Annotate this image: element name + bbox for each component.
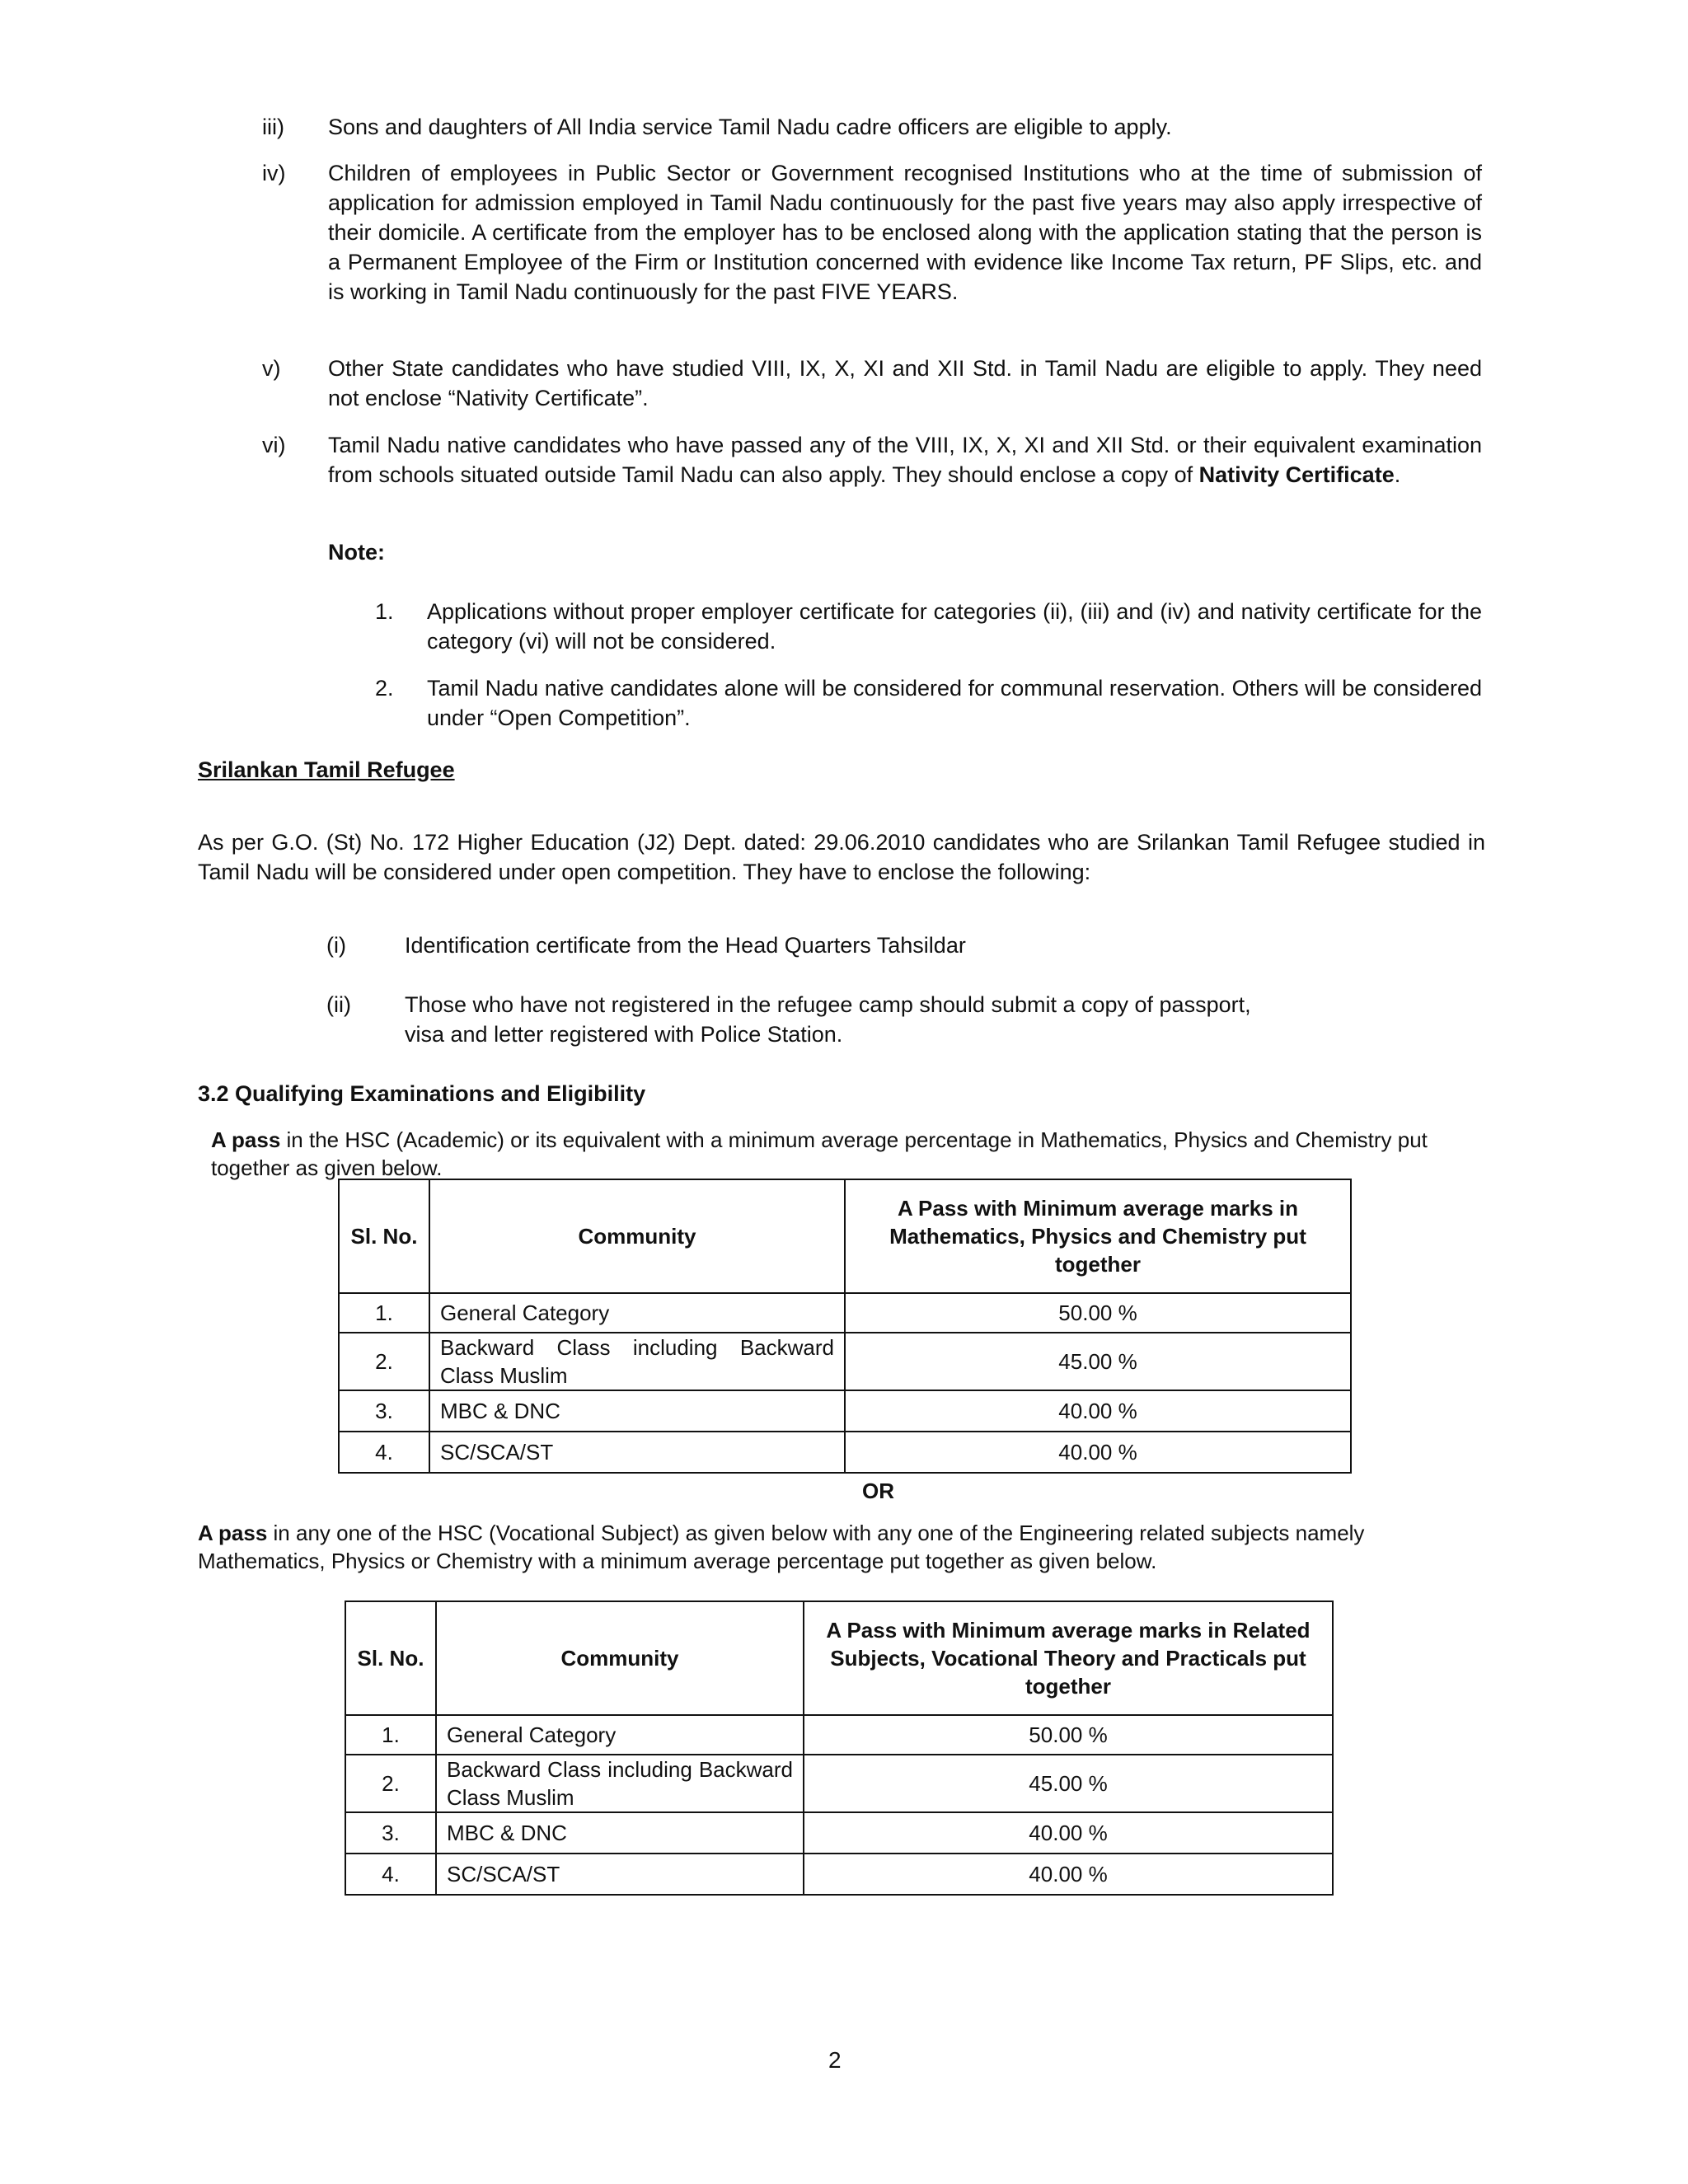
note-item-number: 2. [375,676,394,701]
note-heading: Note: [328,540,385,565]
column-header-community: Community [436,1601,804,1715]
table-academic [338,1179,1352,1474]
list-item-number: iv) [262,161,286,185]
table-header-row [345,1601,1333,1715]
nativity-certificate-emphasis: Nativity Certificate [1198,462,1395,487]
column-header-sl-no: Sl. No. [345,1601,436,1715]
table-row: 3. MBC & DNC 40.00 % [345,1812,1333,1854]
list-item-text: Those who have not registered in the refugee camp should submit a copy of passport, visa and letter registered with Police Station. [405,992,1251,1047]
table-row: 4. SC/SCA/ST 40.00 % [339,1432,1351,1473]
table-row: 1. General Category 50.00 % [345,1715,1333,1755]
note-item-text: Tamil Nadu native candidates alone will be considered for communal reservation. Others will be considered under “Open Competition”. [427,676,1482,730]
or-label: OR [862,1479,894,1503]
column-header-sl-no: Sl. No. [339,1179,429,1293]
list-item-text: Sons and daughters of All India service Tamil Nadu cadre officers are eligible to apply. [328,115,1172,139]
table-row: 2. Backward Class including Backward Class Muslim 45.00 % [345,1755,1333,1812]
list-item-number: iii) [262,115,284,139]
section-intro-vocational: A pass in any one of the HSC (Vocational Subject) as given below with any one of the Engineering related subjects namely Mathematics, Physics or Chemistry with a minimum average percentage put together as given below. [198,1521,1365,1573]
list-item-text: Tamil Nadu native candidates who have passed any of the VIII, IX, X, XI and XII Std. or their equivalent examination from schools situated outside Tamil Nadu can also apply. They should enclose a copy of Nativity Certificate. [328,433,1482,487]
column-header-minimum-marks: A Pass with Minimum average marks in Related Subjects, Vocational Theory and Practicals put together [804,1601,1333,1715]
table-row: 2. Backward Class including Backward Class Muslim 45.00 % [339,1333,1351,1390]
table-header-row [339,1179,1351,1293]
refugee-heading: Srilankan Tamil Refugee [198,757,455,782]
column-header-community: Community [429,1179,845,1293]
table-row: 3. MBC & DNC 40.00 % [339,1390,1351,1432]
list-item-text: Children of employees in Public Sector or Government recognised Institutions who at the time of submission of application for admission employed in Tamil Nadu continuously for the past five years may also apply irrespective of their domicile. A certificate from the employer has to be enclosed along with the application stating that the person is a Permanent Employee of the Firm or Institution concerned with evidence like Income Tax return, PF Slips, etc. and is working in Tamil Nadu continuously for the past FIVE YEARS. [328,161,1482,304]
column-header-minimum-marks: A Pass with Minimum average marks in Mathematics, Physics and Chemistry put together [845,1179,1351,1293]
section-heading: 3.2 Qualifying Examinations and Eligibility [198,1081,646,1106]
list-item-number: vi) [262,433,286,457]
list-item-number: v) [262,356,281,381]
list-item-text: Other State candidates who have studied VIII, IX, X, XI and XII Std. in Tamil Nadu are eligible to apply. They need not enclose “Nativity Certificate”. [328,356,1482,410]
note-item-number: 1. [375,599,394,624]
section-intro-academic: A pass in the HSC (Academic) or its equivalent with a minimum average percentage in Mathematics, Physics and Chemistry put together as given below. [211,1127,1428,1180]
page-number: 2 [828,2047,842,2073]
list-item-number: (i) [326,933,346,958]
table-vocational [345,1601,1334,1896]
refugee-paragraph: As per G.O. (St) No. 172 Higher Education (J2) Dept. dated: 29.06.2010 candidates who are Srilankan Tamil Refugee studied in Tamil Nadu will be considered under open competition. They have to enclose the following: [198,830,1485,884]
list-item-number: (ii) [326,992,351,1017]
note-item-text: Applications without proper employer certificate for categories (ii), (iii) and (iv) and nativity certificate for the category (vi) will not be considered. [427,599,1482,654]
table-row: 1. General Category 50.00 % [339,1293,1351,1333]
table-row: 4. SC/SCA/ST 40.00 % [345,1854,1333,1895]
list-item-text: Identification certificate from the Head Quarters Tahsildar [405,933,966,958]
